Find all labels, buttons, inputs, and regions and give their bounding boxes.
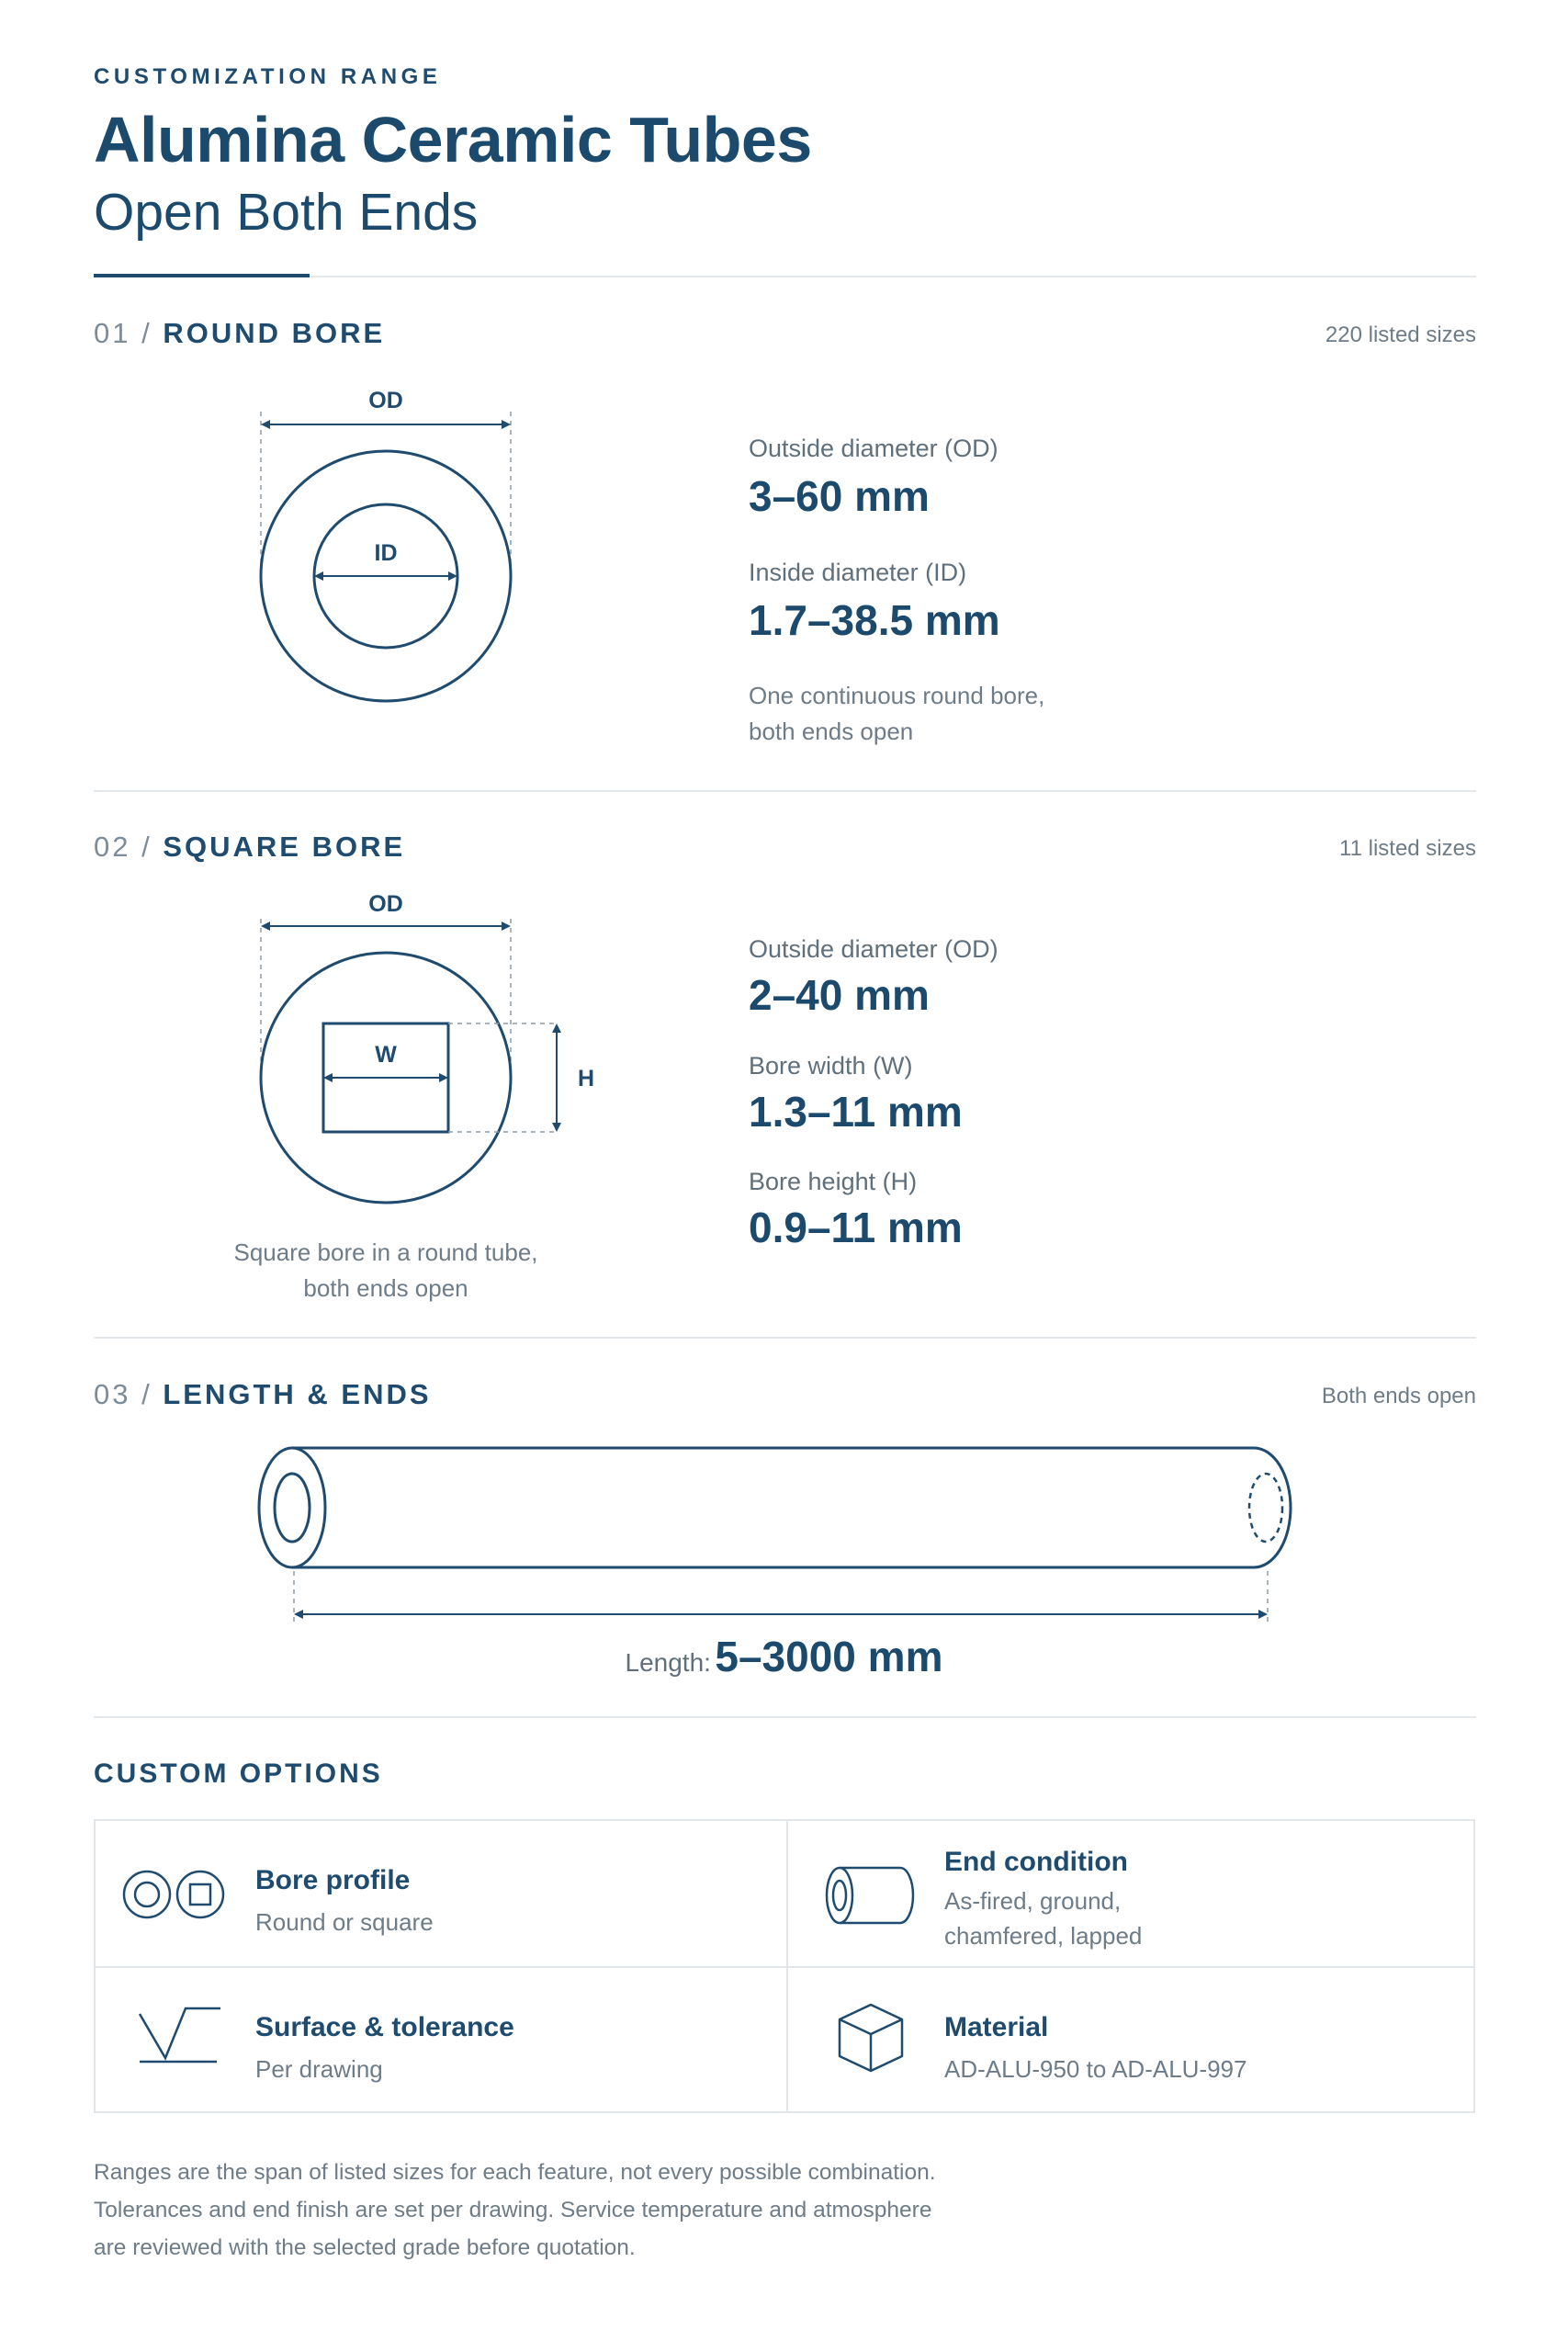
spec-label-od: Outside diameter (OD)	[749, 935, 998, 963]
round-bore-size-count: 220 listed sizes	[1325, 322, 1476, 347]
section-heading-square-bore	[94, 831, 405, 864]
option-desc-surface-tolerance: Per drawing	[255, 2055, 383, 2083]
length-readout	[0, 1632, 1568, 1681]
option-title-surface-tolerance: Surface & tolerance	[255, 2012, 514, 2042]
spec-value-w: 1.3–11 mm	[749, 1088, 963, 1136]
round-bore-note: One continuous round bore, both ends open	[749, 682, 1045, 745]
h-dimension-label: H	[577, 1066, 595, 1091]
spec-value-od: 2–40 mm	[749, 971, 930, 1019]
surface-tolerance-icon	[138, 2005, 222, 2069]
tube-open-end	[259, 1448, 325, 1567]
section-number: 02 /	[94, 831, 152, 863]
square-bore-caption: Square bore in a round tube, both ends open	[233, 1238, 538, 1302]
section-divider	[94, 790, 1476, 792]
section-number: 01 /	[94, 317, 152, 349]
spec-label-id: Inside diameter (ID)	[749, 559, 967, 586]
section-heading-round-bore	[94, 317, 385, 350]
w-dimension-label: W	[375, 1042, 397, 1068]
section-name: LENGTH & ENDS	[163, 1378, 432, 1410]
section-number: 03 /	[94, 1378, 152, 1410]
length-label: Length:	[625, 1648, 711, 1677]
option-title-bore-profile: Bore profile	[255, 1865, 411, 1895]
custom-options-heading: CUSTOM OPTIONS	[94, 1758, 383, 1789]
footnote: Ranges are the span of listed sizes for each feature, not every possible combination. Tolerances and end finish are set per drawing. Service temperature and atmosphere are reviewed with the selected grade before quotation.	[94, 2160, 936, 2260]
section-name: ROUND BORE	[163, 317, 386, 349]
length-value: 5–3000 mm	[715, 1633, 943, 1680]
custom-options-grid	[94, 1819, 1475, 2113]
option-title-end-condition: End condition	[944, 1847, 1128, 1877]
square-bore-diagram	[239, 882, 625, 1213]
end-condition-icon	[825, 1863, 920, 1928]
od-dimension-label: OD	[368, 891, 403, 917]
page-title: Alumina Ceramic Tubes	[94, 104, 812, 175]
spec-value-h: 0.9–11 mm	[749, 1204, 963, 1251]
option-title-material: Material	[944, 2012, 1049, 2042]
option-desc-end-condition: As-fired, ground, chamfered, lapped	[944, 1887, 1143, 1950]
option-desc-material: AD-ALU-950 to AD-ALU-997	[944, 2055, 1247, 2083]
section-heading-length-ends	[94, 1378, 432, 1411]
spec-label-od: Outside diameter (OD)	[749, 435, 998, 462]
page-kicker: CUSTOMIZATION RANGE	[94, 64, 442, 89]
spec-label-h: Bore height (H)	[749, 1168, 918, 1195]
section-name: SQUARE BORE	[163, 831, 406, 863]
page-subtitle: Open Both Ends	[94, 183, 479, 242]
tube-length-diagram	[248, 1433, 1323, 1635]
id-dimension-label: ID	[374, 540, 398, 566]
square-bore-size-count: 11 listed sizes	[1339, 836, 1476, 861]
option-desc-bore-profile: Round or square	[255, 1908, 434, 1936]
tube-hidden-end	[1249, 1474, 1282, 1542]
round-bore-diagram	[239, 368, 533, 726]
section-divider	[94, 1337, 1476, 1339]
header-accent-bar	[94, 274, 310, 277]
bore-profile-icon	[121, 1867, 228, 1922]
material-cube-icon	[836, 2001, 906, 2075]
spec-value-id: 1.7–38.5 mm	[749, 596, 1000, 644]
length-ends-meta: Both ends open	[1321, 1384, 1476, 1408]
od-dimension-label: OD	[368, 388, 403, 413]
spec-value-od: 3–60 mm	[749, 472, 930, 520]
spec-label-w: Bore width (W)	[749, 1052, 913, 1080]
section-divider	[94, 1716, 1476, 1718]
